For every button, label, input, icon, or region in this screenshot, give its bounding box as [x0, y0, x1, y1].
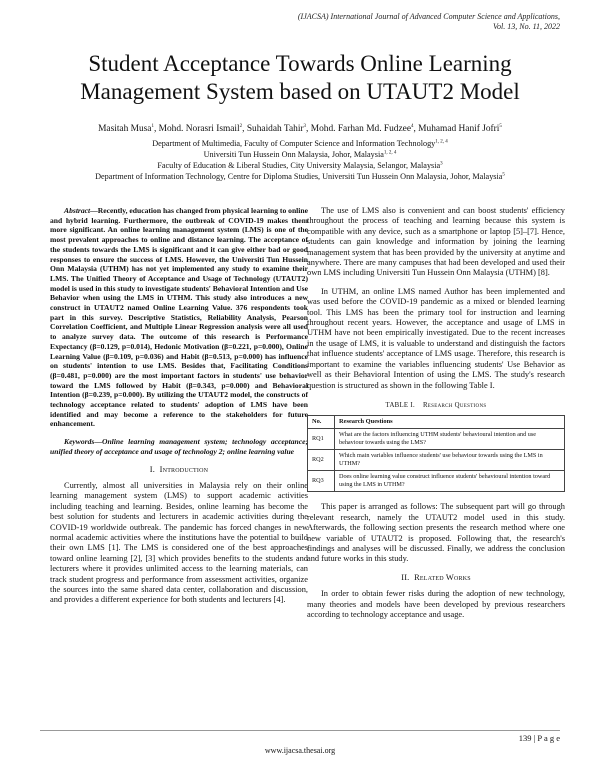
- author-sup: 5: [499, 123, 502, 129]
- research-questions-table: [307, 415, 565, 492]
- affiliation-text: Universiti Tun Hussein Onn Malaysia, Johor, Malaysia: [203, 150, 384, 159]
- affiliation-sup: 1, 2, 4: [383, 150, 397, 156]
- table-caption-title: Research Questions: [422, 401, 487, 409]
- journal-header: [298, 12, 560, 32]
- table-header-cell: Research Questions: [335, 416, 565, 429]
- author: Muhamad Hanif Jofri: [418, 124, 500, 134]
- keywords: [50, 437, 308, 456]
- table-cell-no: RQ3: [308, 471, 335, 492]
- affiliation-text: Department of Information Technology, Centre for Diploma Studies, Universiti Tun Hussein Onn Malaysia, Johor, Malaysia: [95, 172, 503, 181]
- author: Suhaidah Tahir: [246, 124, 304, 134]
- paragraph: In UTHM, an online LMS named Author has been implemented and was used before the COVID-19 pandemic as a mixed or blended learning tool. This LMS has been the primary tool for instruction and learning throughout recent years. However, the acceptance and usage of LMS in UTHM have not been empirically investigated. Due to the recent increases in the usage of LMS, it is valuable to understand and distinguish the factors that influence students' acceptance of LMS usage. Therefore, this research is important to examine the variables influencing students' Use Behavior as well as their Behavioral Intention of using the LMS. The study's research question is structured as shown in the following Table I.: [307, 286, 565, 390]
- affiliation: [0, 172, 600, 182]
- right-column: [307, 206, 565, 628]
- table-caption-number: TABLE I.: [385, 401, 415, 409]
- paragraph: This paper is arranged as follows: The subsequent part will go through relevant research, namely the UTAUT2 model used in this study. Afterwards, the following section presents the research method where one new variable of UTAUT2 is proposed. Following that, the research's findings and analyses will be discussed. Finally, we address the conclusion and future works in this study.: [307, 502, 565, 564]
- author-sup: 4: [410, 123, 414, 129]
- affiliation: [0, 139, 600, 149]
- journal-name: (IJACSA) International Journal of Advanced Computer Science and Applications,: [297, 12, 560, 21]
- abstract-text: —Recently, education has changed from physical learning to online and hybrid learning. Furthermore, the outbreak of COVID-19 makes them more significant. An online learning management system (LMS) is one of the most prevalent approaches to online and distance learning. The acceptance of the students towards the LMS is significant and it can give either bad or good responses to ensure the success of LMS. However, the Universiti Tun Hussein Onn Malaysia (UTHM) has not yet implemented any study to examine their LMS. The Unified Theory of Acceptance and Usage of Technology (UTAUT2) model is used in this study to investigate students' Behavioral Intention and Use Behavior when using the LMS in UTHM. This study also introduces a new construct in UTAUT2 named Online Learning Value. 376 respondents took part in this survey. Descriptive Statistics, Reliability Analysis, Pearson Correlation Coefficient, and Multiple Linear Regression analysis were all used to analyze survey data. The outcome of this research is Performance Expectancy (β=0.129, p=0.014), Hedonic Motivation (β=0.221, p=0.000), Online Learning Value (β=0.109, p=0.036) and Habit (β=0.513, p=0.000) has influence on students' intention to use LMS. Besides that, Facilitating Conditions (β=0.481, p=0.000) are the most important factors in students' use behavior toward the LMS followed by Habit (β=0.343, p=0.000) and Behavioral Intention (β=0.239, p=0.000). By utilizing the UTAUT2 model, the constructs of technology acceptance related to students' adoption of LMS have been identified and may become a reference to the stakeholders for future enhancement.: [50, 206, 308, 429]
- affiliation: [0, 150, 600, 160]
- table-cell-question: Does online learning value construct influence students' behavioural intention toward using the LMS in UTHM?: [335, 471, 565, 492]
- author-sup: 2: [239, 123, 243, 129]
- title-line-1: Student Acceptance Towards Online Learning: [88, 51, 512, 76]
- title-line-2: Management System based on UTAUT2 Model: [80, 79, 520, 104]
- paragraph: In order to obtain fewer risks during the adoption of new technology, many theories and models have been developed by previous researchers according to technology acceptance and usage.: [307, 589, 565, 619]
- abstract-lead: Abstract: [64, 206, 91, 215]
- table-cell-question: Which main variables influence students' use behaviour towards using the LMS in UTHM?: [335, 450, 565, 471]
- table-cell-question: What are the factors influencing UTHM students' behavioural intention and use behaviour towards using the LMS?: [335, 429, 565, 450]
- table-header-row: [308, 416, 565, 429]
- section-title: Introduction: [159, 464, 209, 474]
- section-number: I.: [149, 464, 156, 474]
- table-cell-no: RQ1: [308, 429, 335, 450]
- author-sup: 1: [151, 123, 154, 129]
- author-sup: 3: [303, 123, 307, 129]
- table-row: [308, 471, 565, 492]
- section-title: Related Works: [414, 572, 471, 582]
- author: Mohd. Norasri Ismail: [158, 124, 240, 134]
- affiliation-text: Department of Multimedia, Faculty of Computer Science and Information Technology: [152, 139, 436, 148]
- keywords-text: —Online learning management system; technology acceptance; unified theory of acceptance and usage of technology 2; online learning value: [50, 437, 308, 456]
- section-heading: [50, 465, 308, 475]
- affiliation-sup: 5: [502, 172, 505, 178]
- author: Mohd. Farhan Md. Fudzee: [310, 124, 411, 134]
- page-number: 139 | P a g e: [518, 733, 560, 743]
- table-row: [308, 450, 565, 471]
- abstract: [50, 206, 308, 429]
- table-caption: [307, 401, 565, 411]
- table-row: [308, 429, 565, 450]
- paragraph: The use of LMS also is convenient and can boost students' efficiency throughout the process of teaching and learning because this system is compatible with any device, such as a smartphone or laptop [5]–[7]. Hence, students can gain knowledge and information by joining the learning management system that has been provided by the university at anytime and anywhere. There are many campuses that had been developed and used their own LMS including Universiti Tun Hussein Onn Malaysia (UTHM) [8].: [307, 206, 565, 278]
- paragraph: Currently, almost all universities in Malaysia rely on their online learning management system (LMS) to support academic activities including teaching and learning. Besides, online learning has become the best solution for students and lecturers in academic activities during the COVID-19 worldwide outbreak. The pandemic has forced changes in new normal academic activities where the institutions have the potential to build their own LMS [1]. The LMS is considered one of the best approaches toward online learning [2], [3] which provides benefits to the students and lecturers where it provides unlimited access to the learning materials, can track student progress and performance from assessment activities, organize the sources into the same shared data center, collaboration and discussion, and provides a different experience for both students and lecturers [4].: [50, 480, 308, 605]
- author: Masitah Musa: [98, 124, 152, 134]
- affiliation-sup: 3: [440, 161, 443, 167]
- table-header-cell: No.: [308, 416, 335, 429]
- affiliation: [0, 161, 600, 171]
- footer-divider: [40, 730, 560, 731]
- affiliation-text: Faculty of Education & Liberal Studies, City University Malaysia, Selangor, Malaysia: [157, 161, 441, 170]
- author-list: Masitah Musa$^1$, Mohd. Norasri Ismail$^2$, Suhaidah Tahir$^3$, Mohd. Farhan Md. Fudzee$^4$, Muhamad Hanif Jofri$^5$: [98, 123, 502, 134]
- footer-url[interactable]: www.ijacsa.thesai.org: [264, 746, 336, 755]
- table-cell-no: RQ2: [308, 450, 335, 471]
- keywords-lead: Keywords: [64, 437, 95, 447]
- affiliation-sup: 1, 2, 4: [435, 139, 448, 145]
- left-column: [50, 206, 308, 614]
- section-heading: [307, 573, 565, 583]
- paper-title: [0, 50, 600, 106]
- section-number: II.: [401, 572, 410, 582]
- journal-volume: Vol. 13, No. 11, 2022: [493, 22, 560, 31]
